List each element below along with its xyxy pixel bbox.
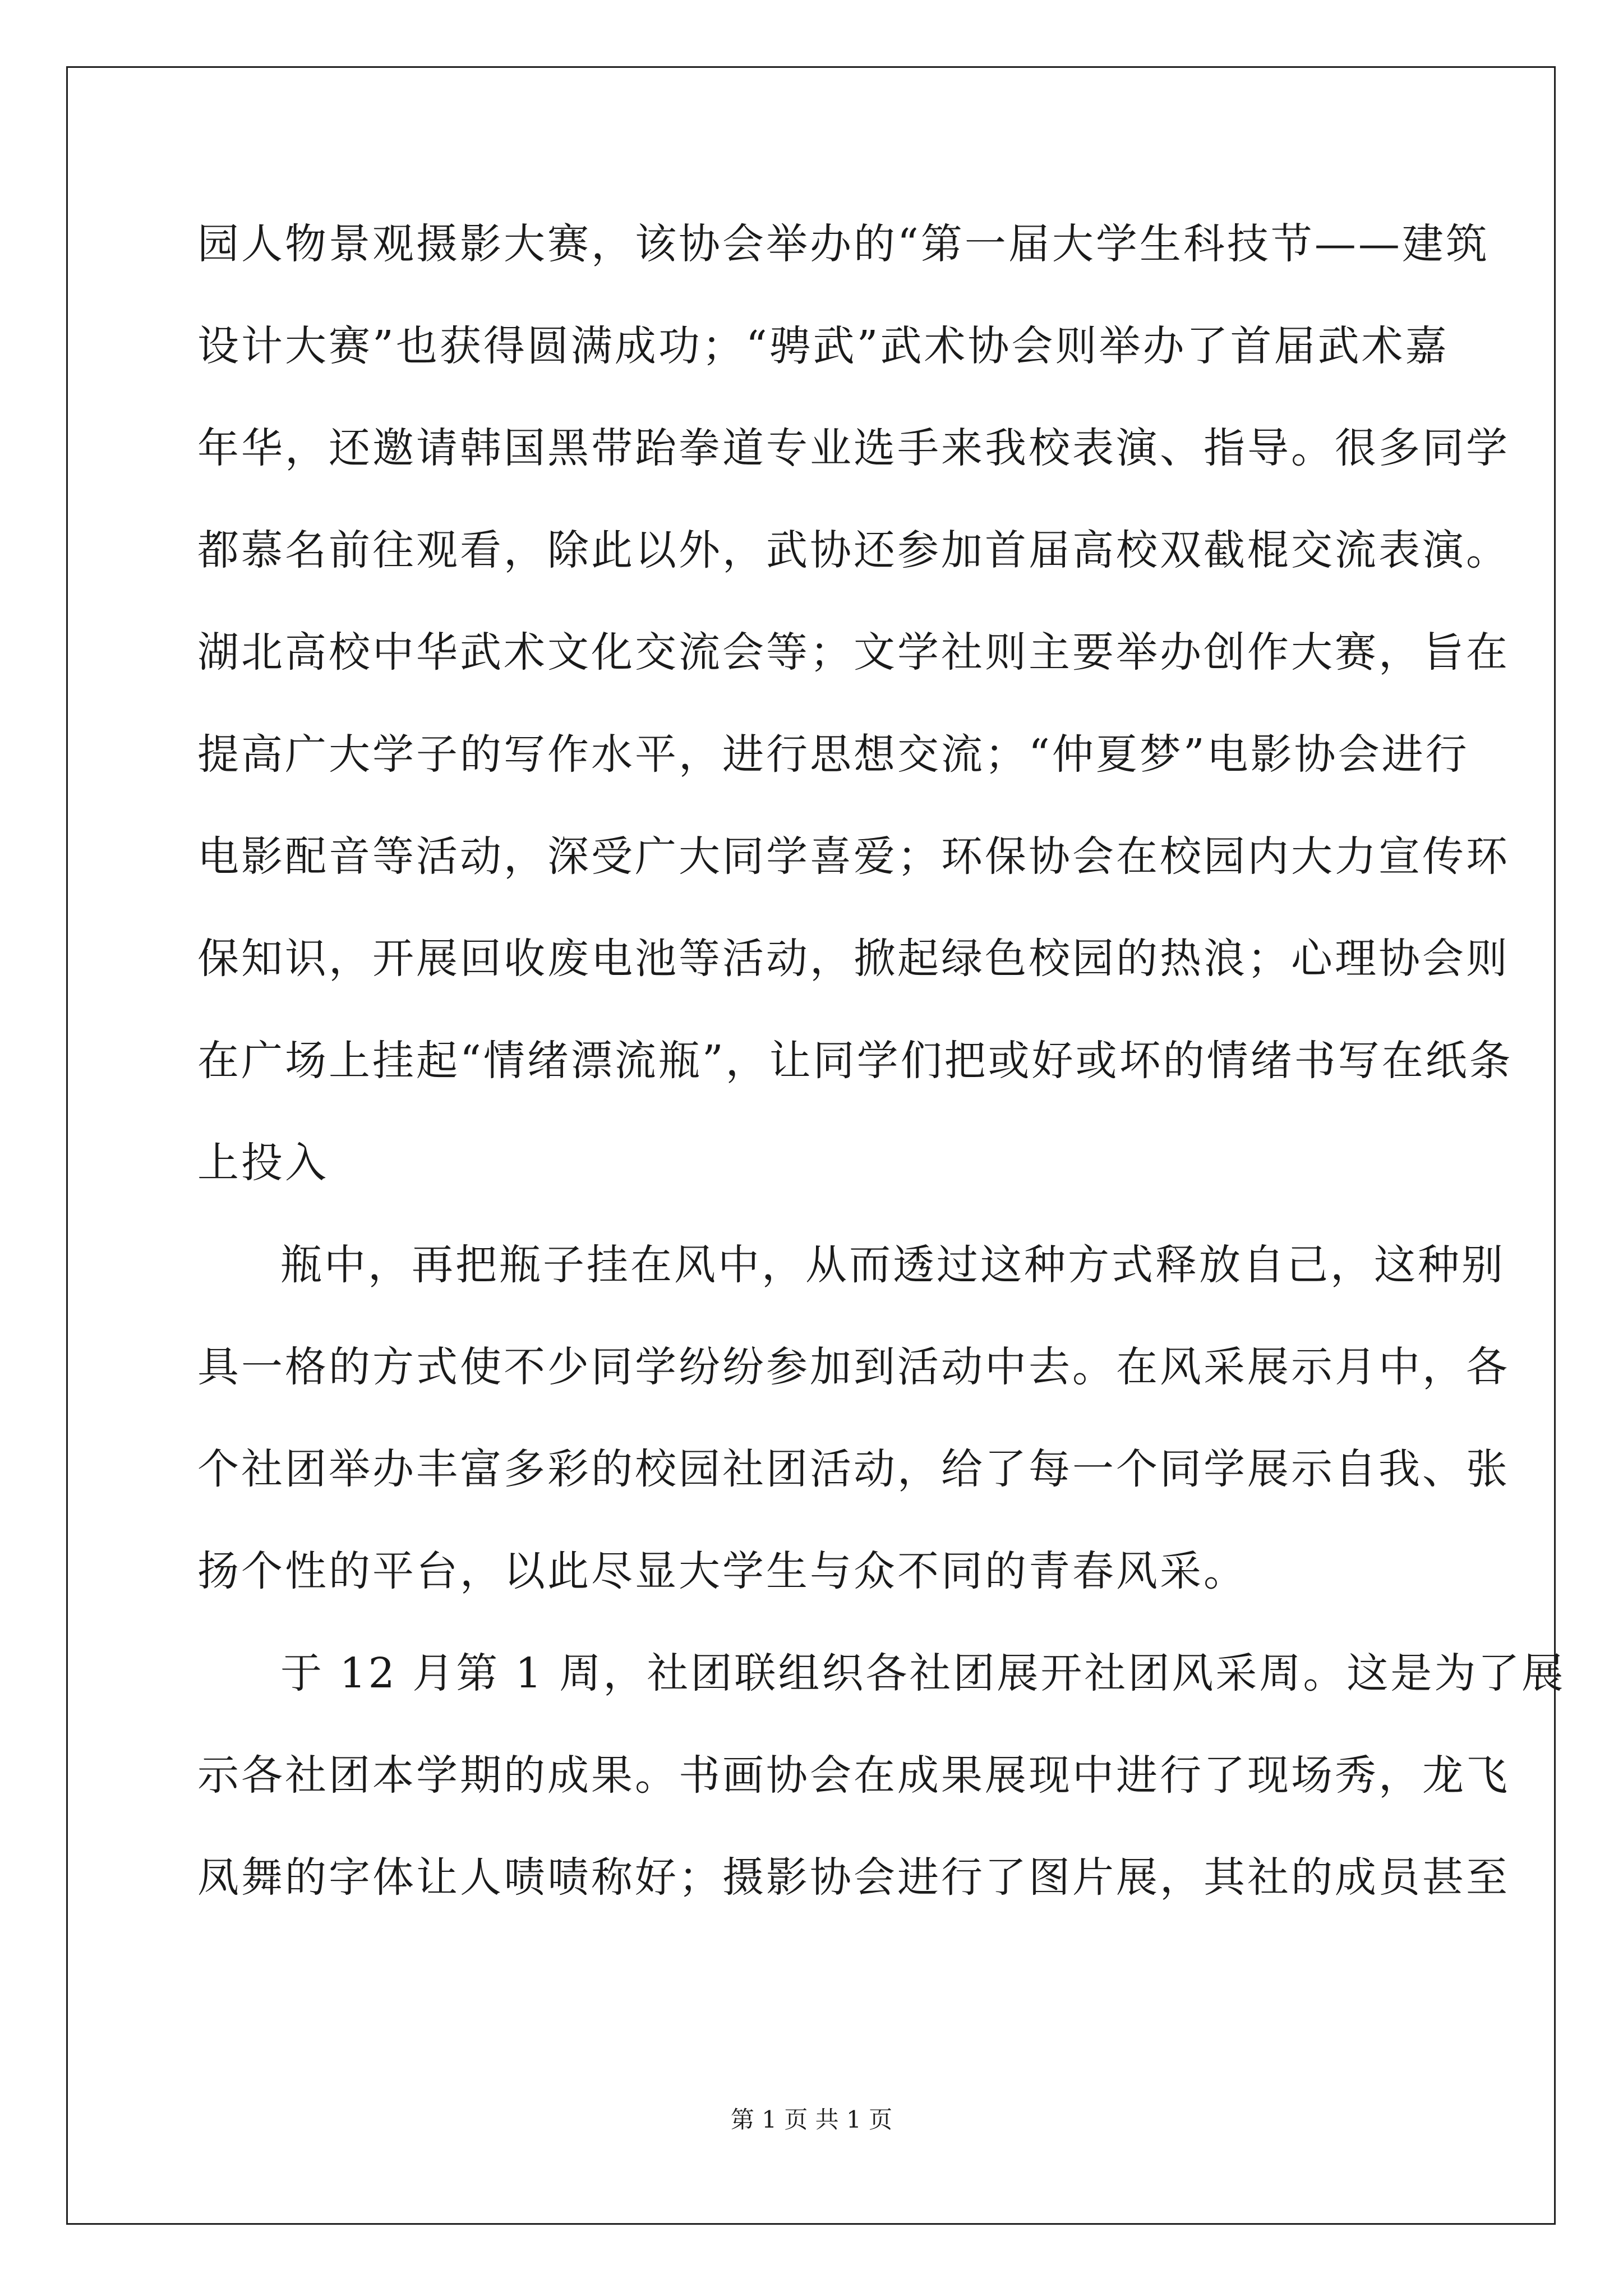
text-line: 示各社团本学期的成果。书画协会在成果展现中进行了现场秀，龙飞 [197, 1751, 1510, 1800]
text-line: 凤舞的字体让人啧啧称好；摄影协会进行了图片展，其社的成员甚至 [197, 1853, 1510, 1902]
text-line: 于 12 月第 1 周，社团联组织各社团展开社团风采周。这是为了展 [280, 1649, 1566, 1697]
text-line: 具一格的方式使不少同学纷纷参加到活动中去。在风采展示月中，各 [197, 1343, 1510, 1391]
text-line: 都慕名前往观看，除此以外，武协还参加首届高校双截棍交流表演。 [197, 526, 1510, 574]
text-line: 园人物景观摄影大赛，该协会举办的“第一届大学生科技节——建筑 [197, 220, 1490, 268]
text-line: 湖北高校中华武术文化交流会等；文学社则主要举办创作大赛，旨在 [197, 628, 1510, 677]
text-line: 上投入 [197, 1139, 329, 1187]
page-number-footer: 第 1 页 共 1 页 [730, 2106, 893, 2133]
text-line: 年华，还邀请韩国黑带跆拳道专业选手来我校表演、指导。很多同学 [197, 424, 1510, 472]
text-line: 保知识，开展回收废电池等活动，掀起绿色校园的热浪；心理协会则 [197, 935, 1510, 983]
text-line: 在广场上挂起“情绪漂流瓶”，让同学们把或好或坏的情绪书写在纸条 [197, 1037, 1513, 1085]
text-line: 设计大赛”也获得圆满成功；“骋武”武术协会则举办了首届武术嘉 [197, 322, 1449, 370]
text-line: 电影配音等活动，深受广大同学喜爱；环保协会在校园内大力宣传环 [197, 832, 1510, 881]
text-line: 提高广大学子的写作水平，进行思想交流；“仲夏梦”电影协会进行 [197, 730, 1469, 779]
text-line: 扬个性的平台，以此尽显大学生与众不同的青春风采。 [197, 1547, 1247, 1595]
text-line: 瓶中，再把瓶子挂在风中，从而透过这种方式释放自己，这种别 [280, 1241, 1505, 1289]
text-line: 个社团举办丰富多彩的校园社团活动，给了每一个同学展示自我、张 [197, 1445, 1510, 1493]
